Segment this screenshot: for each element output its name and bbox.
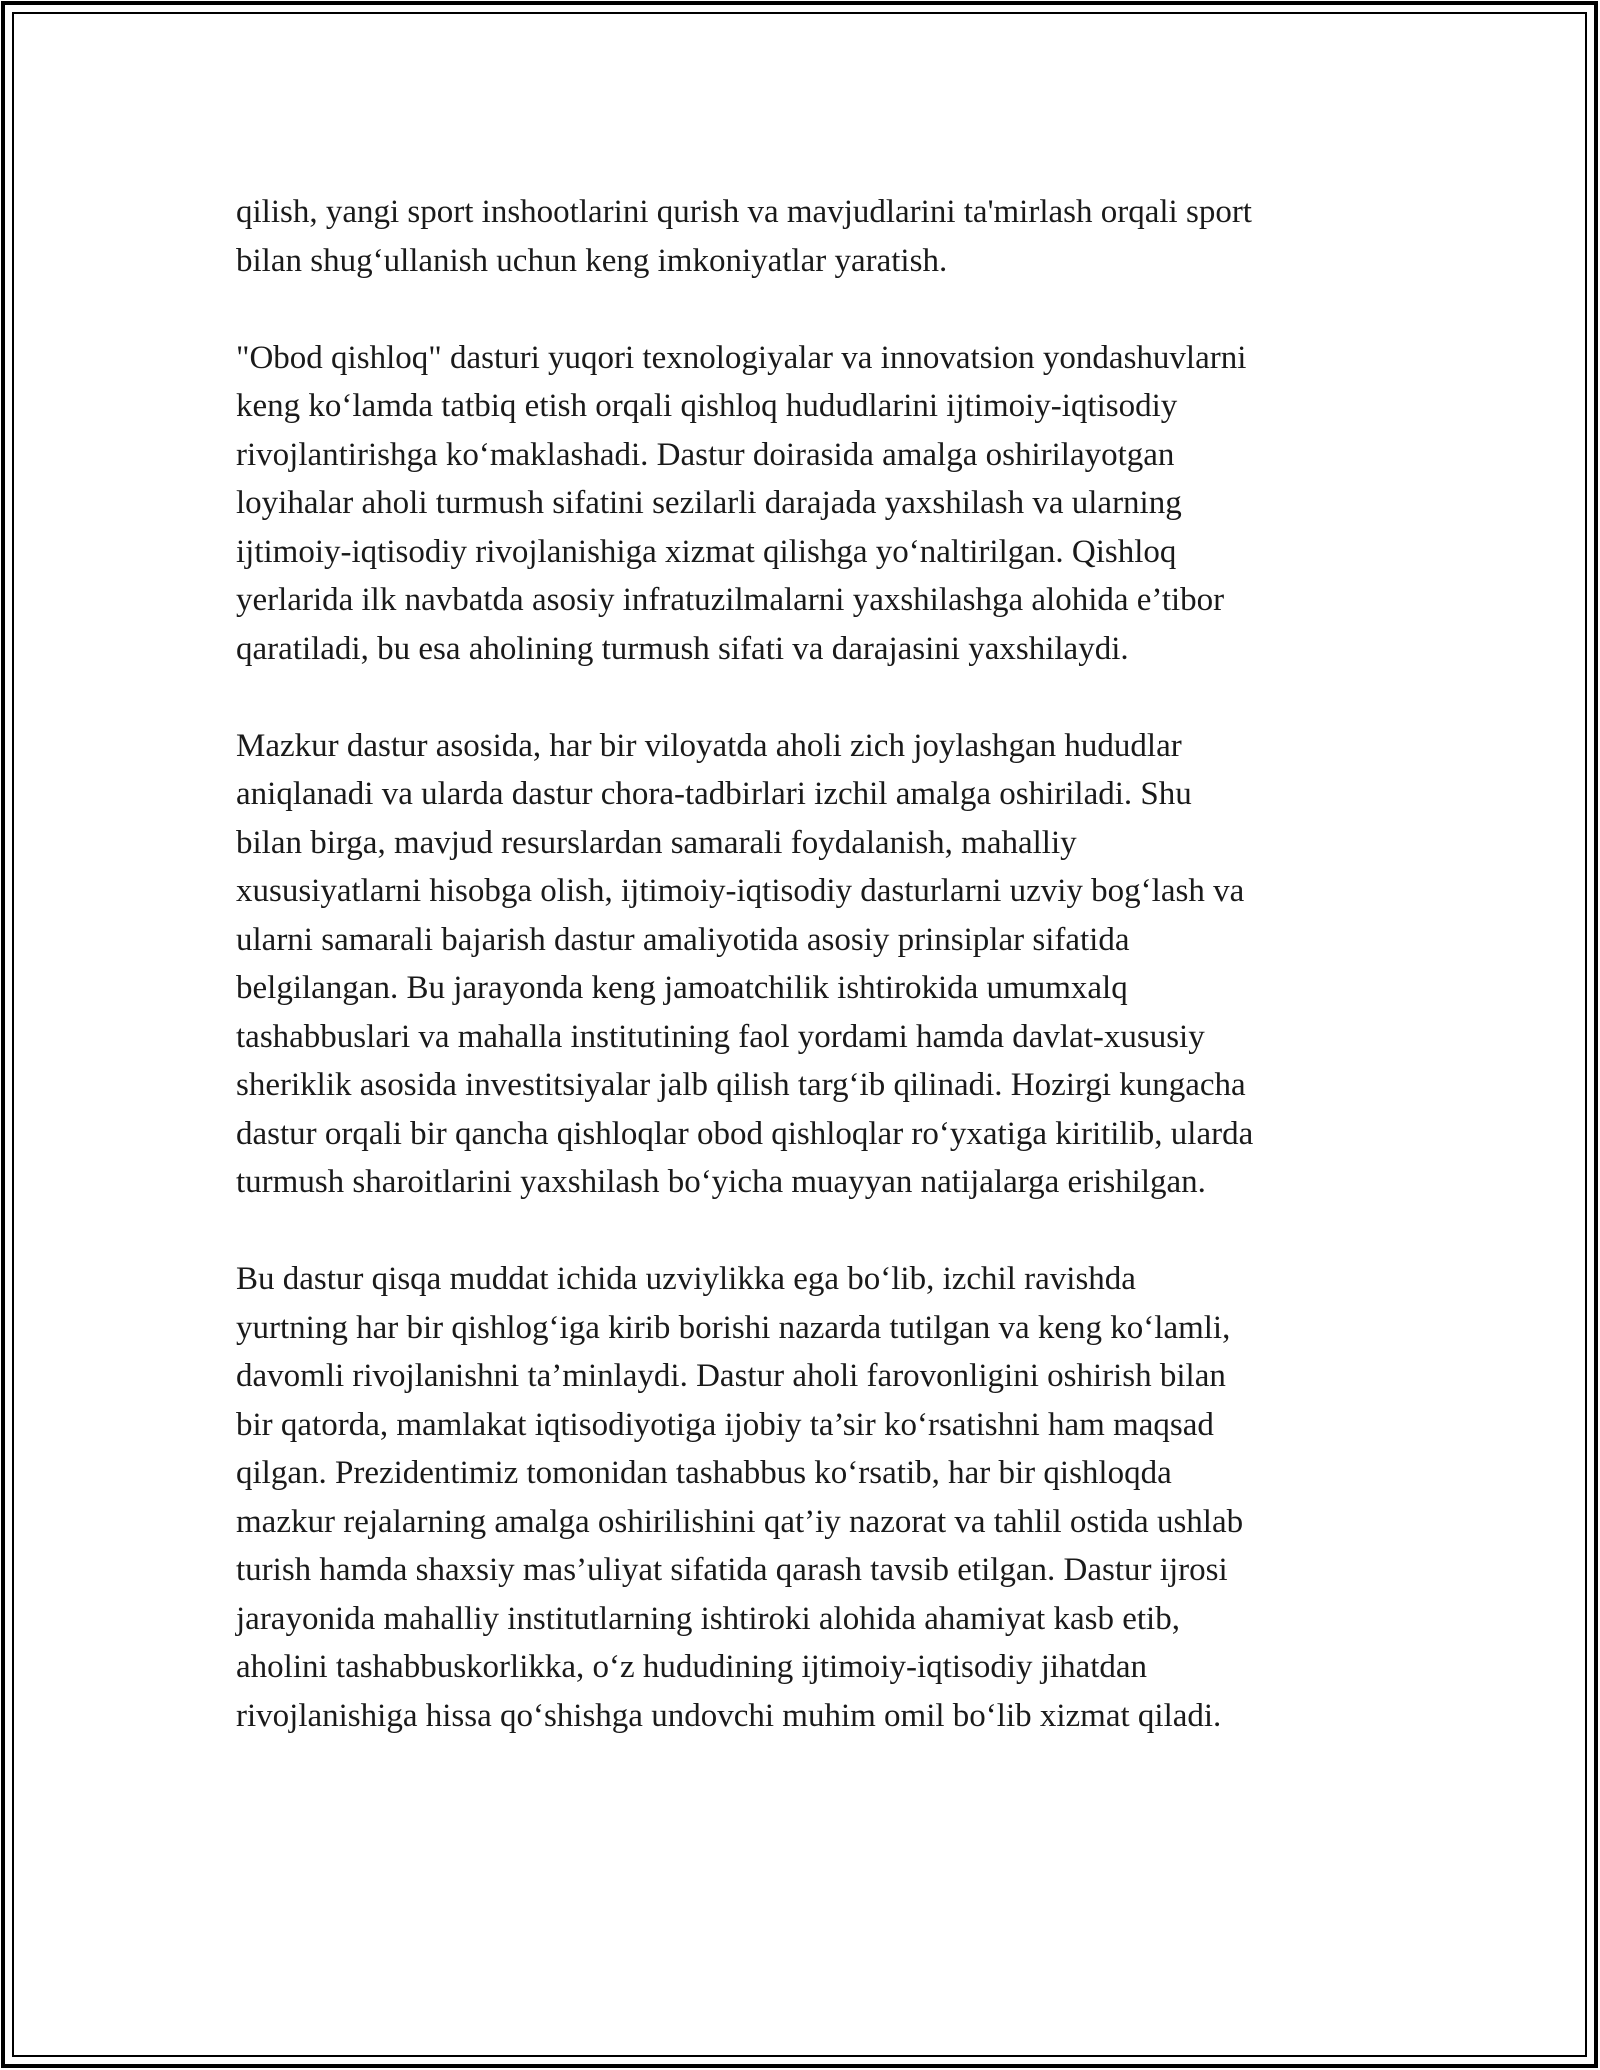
text-line: Bu dastur qisqa muddat ichida uzviylikka ega bo‘lib, izchil ravishda [236, 1261, 1136, 1297]
text-line: jarayonida mahalliy institutlarning ishtiroki alohida ahamiyat kasb etib, [236, 1600, 1180, 1637]
text-line: yerlarida ilk navbatda asosiy infratuzilmalarni yaxshilashga alohida e’tibor [236, 582, 1225, 618]
document-body [236, 188, 1366, 1789]
text-line: mazkur rejalarning amalga oshirilishini qat’iy nazorat va tahlil ostida ushlab [236, 1503, 1244, 1540]
text-line: davomli rivojlanishni ta’minlaydi. Dastur aholi farovonligini oshirish bilan [236, 1358, 1226, 1394]
text-line: qilgan. Prezidentimiz tomonidan tashabbus ko‘rsatib, har bir qishloqda [236, 1455, 1172, 1491]
text-line: ijtimoiy-iqtisodiy rivojlanishiga xizmat qilishga yo‘naltirilgan. Qishloq [236, 533, 1177, 570]
text-line: tashabbuslari va mahalla institutining faol yordami hamda davlat-xususiy [236, 1018, 1205, 1055]
text-line: turmush sharoitlarini yaxshilash bo‘yicha muayyan natijalarga erishilgan. [236, 1164, 1206, 1200]
text-line: sheriklik asosida investitsiyalar jalb qilish targ‘ib qilinadi. Hozirgi kungacha [236, 1067, 1246, 1103]
paragraph [236, 722, 1366, 1207]
text-line: belgilangan. Bu jarayonda keng jamoatchilik ishtirokida umumxalq [236, 970, 1128, 1006]
text-line: loyihalar aholi turmush sifatini sezilarli darajada yaxshilash va ularning [236, 485, 1182, 521]
paragraph [236, 188, 1366, 285]
text-line: xususiyatlarni hisobga olish, ijtimoiy-iqtisodiy dasturlarni uzviy bog‘lash va [236, 873, 1245, 909]
text-line: bilan birga, mavjud resurslardan samarali foydalanish, mahalliy [236, 824, 1077, 861]
text-line: bilan shug‘ullanish uchun keng imkoniyatlar yaratish. [236, 242, 948, 279]
text-line: ularni samarali bajarish dastur amaliyotida asosiy prinsiplar sifatida [236, 921, 1130, 958]
text-line: qaratiladi, bu esa aholining turmush sifati va darajasini yaxshilaydi. [236, 630, 1129, 667]
text-line: bir qatorda, mamlakat iqtisodiyotiga ijobiy ta’sir ko‘rsatishni ham maqsad [236, 1406, 1214, 1443]
text-line: dastur orqali bir qancha qishloqlar obod qishloqlar ro‘yxatiga kiritilib, ularda [236, 1115, 1254, 1152]
paragraph [236, 1255, 1366, 1740]
text-line: rivojlantirishga ko‘maklashadi. Dastur doirasida amalga oshirilayotgan [236, 436, 1175, 473]
text-line: aholini tashabbuskorlikka, o‘z hududining ijtimoiy-iqtisodiy jihatdan [236, 1649, 1148, 1685]
text-line: yurtning har bir qishlog‘iga kirib borishi nazarda tutilgan va keng ko‘lamli, [236, 1309, 1231, 1346]
text-line: aniqlanadi va ularda dastur chora-tadbirlari izchil amalga oshiriladi. Shu [236, 776, 1192, 812]
text-line: turish hamda shaxsiy mas’uliyat sifatida qarash tavsib etilgan. Dastur ijrosi [236, 1552, 1228, 1588]
text-line: qilish, yangi sport inshootlarini qurish va mavjudlarini ta'mirlash orqali sport [236, 194, 1252, 230]
text-line: "Obod qishloq" dasturi yuqori texnologiyalar va innovatsion yondashuvlarni [236, 339, 1247, 376]
paragraph [236, 334, 1366, 674]
text-line: rivojlanishiga hissa qo‘shishga undovchi muhim omil bo‘lib xizmat qiladi. [236, 1697, 1222, 1734]
text-line: Mazkur dastur asosida, har bir viloyatda aholi zich joylashgan hududlar [236, 727, 1182, 764]
text-line: keng ko‘lamda tatbiq etish orqali qishloq hududlarini ijtimoiy-iqtisodiy [236, 388, 1178, 424]
